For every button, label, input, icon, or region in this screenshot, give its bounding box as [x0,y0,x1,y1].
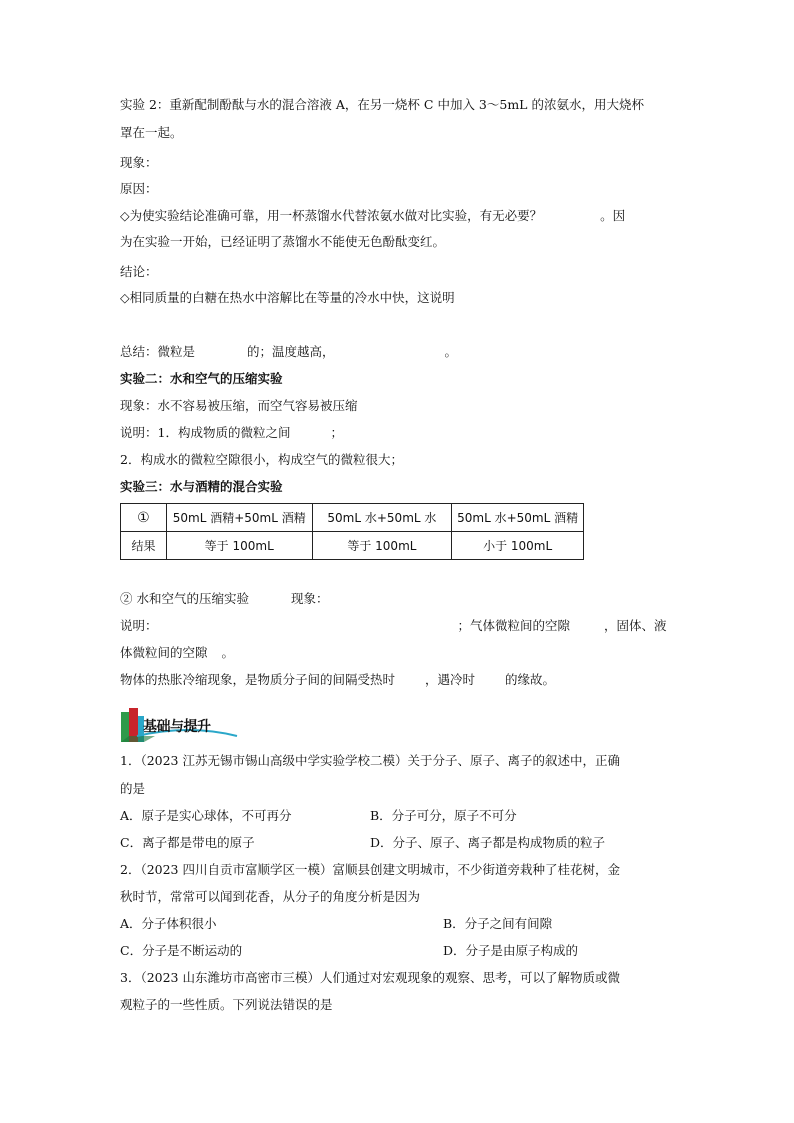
q1-line1: 1．（2023 江苏无锡市锡山高级中学实验学校二模）关于分子、原子、离子的叙述中，正确 [120,753,620,768]
q3-line2: 观粒子的一些性质。下列说法错误的是 [120,997,333,1012]
q1-option-d: D．分子、原子、离子都是构成物质的粒子 [370,835,606,850]
exp-two-title: 实验二：水和空气的压缩实验 [120,371,283,386]
exp-three-title: 实验三：水与酒精的混合实验 [120,479,283,494]
exp-two-explain-b: ； [330,425,343,440]
sugar-line: ◇相同质量的白糖在热水中溶解比在等量的冷水中快，这说明 [120,290,455,305]
question-end: 。因 [600,208,626,223]
explain2-l2-end: 。 [221,645,235,660]
table-cell: 50mL 水+50mL 水 [312,504,452,532]
table-cell: 结果 [121,532,167,560]
table-cell: 等于 100mL [166,532,312,560]
q2-option-b: B．分子之间有间隙 [443,916,553,931]
question-line2: 为在实验一开始，已经证明了蒸馏水不能使无色酚酞变红。 [120,234,446,249]
q2-option-a: A．分子体积很小 [120,916,217,931]
thermal-a: 物体的热胀冷缩现象，是物质分子间的间隔受热时 [120,672,396,687]
summary-b: 的；温度越高， [247,344,335,359]
q1-option-c: C．离子都是带电的原子 [120,835,255,850]
exp2-text-line2: 罩在一起。 [120,125,183,140]
exp-two-explain [120,424,343,442]
exp-two-phenomenon: 现象：水不容易被压缩，而空气容易被压缩 [120,398,358,413]
summary-c: 。 [444,344,458,359]
q1-option-b: B．分子可分，原子不可分 [370,808,517,823]
q3-line1: 3．（2023 山东潍坊市高密市三模）人们通过对宏观现象的观察、思考，可以了解物质或微 [120,970,620,985]
table-row [121,532,584,560]
table-row [121,504,584,532]
summary-line [120,343,457,361]
compress-b: 现象： [290,591,329,606]
q1-line2: 的是 [120,781,146,796]
q2-line1: 2．（2023 四川自贡市富顺学区一模）富顺县创建文明城市，不少街道旁栽种了桂花树，金 [120,862,620,877]
thermal-b: ，遇冷时 [425,672,476,687]
explain2-c: ，固体、液 [604,618,667,633]
table-cell: 等于 100mL [312,532,452,560]
q2-option-c: C．分子是不断运动的 [120,943,243,958]
conclusion-label: 结论： [120,264,158,279]
exp-two-explain-a: 说明：1．构成物质的微粒之间 [120,425,291,440]
table-cell: 小于 100mL [452,532,584,560]
table-cell: 50mL 酒精+50mL 酒精 [166,504,312,532]
question-text: ◇为使实验结论准确可靠，用一杯蒸馏水代替浓氨水做对比实验，有无必要？ [120,208,543,223]
q2-option-d: D．分子是由原子构成的 [443,943,579,958]
question-line1 [120,207,625,225]
thermal-c: 的缘故。 [505,672,556,687]
exp2-text-line1: 实验 2：重新配制酚酞与水的混合溶液 A，在另一烧杯 C 中加入 3～5mL 的浓氨水，用大烧杯 [120,97,644,112]
table-cell: 50mL 水+50mL 酒精 [452,504,584,532]
compress-line [120,590,329,608]
compress-a: ② 水和空气的压缩实验 [120,591,249,606]
explain2-line2 [120,644,234,662]
q1-option-a: A．原子是实心球体，不可再分 [120,808,292,823]
q2-line2: 秋时节，常常可以闻到花香，从分子的角度分析是因为 [120,889,421,904]
reason-label: 原因： [120,181,158,196]
table-cell: ① [121,504,167,532]
explain2-line1 [120,617,667,635]
explain2-l2: 体微粒间的空隙 [120,645,208,660]
exp-two-point2: 2．构成水的微粒空隙很小，构成空气的微粒很大； [120,452,403,467]
logo-text: 基础与提升 [143,719,211,735]
thermal-line [120,671,555,689]
phenomenon-label: 现象： [120,155,158,170]
section-logo [119,706,239,744]
explain2-a: 说明： [120,618,158,633]
explain2-b: ；气体微粒间的空隙 [457,618,571,633]
summary-a: 总结：微粒是 [120,344,196,359]
experiment-table [120,503,584,560]
